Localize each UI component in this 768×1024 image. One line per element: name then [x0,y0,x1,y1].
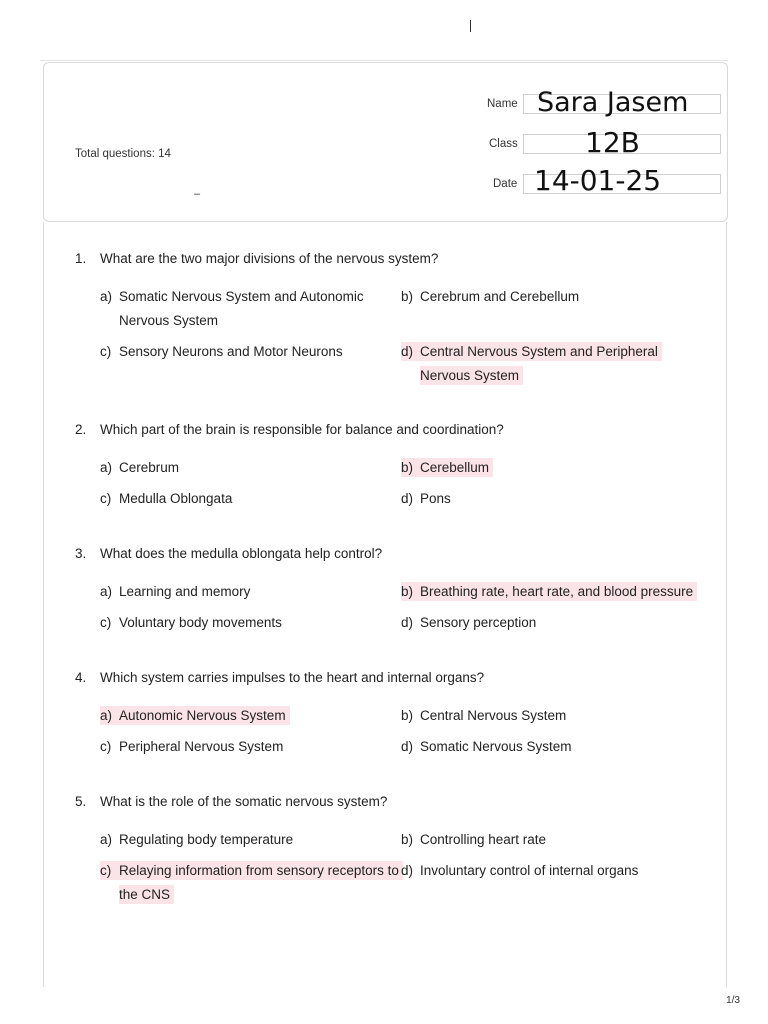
q2-option-c[interactable]: c) Medulla Oblongata [100,491,233,506]
date-handwritten: 14-01-25 [534,164,662,197]
question-5: 5. What is the role of the somatic nervous system? [75,794,388,809]
q1-option-a[interactable]: a) Somatic Nervous System and Autonomic Nervous System [100,289,364,328]
question-text: Which system carries impulses to the heart and internal organs? [100,670,485,685]
content-border-right [726,222,727,987]
q4-option-c[interactable]: c) Peripheral Nervous System [100,739,284,754]
q5-option-b[interactable]: b) Controlling heart rate [401,832,547,847]
worksheet-header [43,62,728,222]
q5-option-c-selected[interactable] [100,859,411,907]
answer-highlight: a) Autonomic Nervous System [100,706,290,725]
date-label: Date [493,178,518,190]
name-handwritten: Sara Jasem [537,87,689,118]
q4-option-a-selected[interactable] [100,704,409,728]
q2-option-a[interactable]: a) Cerebrum [100,460,180,475]
content-border-left [43,222,44,987]
question-text: Which part of the brain is responsible for balance and coordination? [100,422,504,437]
q1-option-c[interactable]: c) Sensory Neurons and Motor Neurons [100,344,343,359]
name-label: Name [487,98,518,110]
question-2: 2. Which part of the brain is responsible for balance and coordination? [75,422,504,437]
q2-option-d[interactable]: d) Pons [401,491,451,506]
q5-option-a[interactable]: a) Regulating body temperature [100,832,294,847]
q4-option-b[interactable]: b) Central Nervous System [401,708,567,723]
question-3: 3. What does the medulla oblongata help control? [75,546,383,561]
class-handwritten: 12B [585,126,640,159]
question-text: What are the two major divisions of the nervous system? [100,251,439,266]
question-text: What does the medulla oblongata help control? [100,546,383,561]
answer-highlight: b) Breathing rate, heart rate, and blood pressure [401,582,697,601]
text-cursor-mark [470,20,471,32]
q1-option-b[interactable]: b) Cerebrum and Cerebellum [401,289,580,304]
q1-option-d-selected[interactable] [401,340,690,388]
q5-option-d[interactable]: d) Involuntary control of internal organs [401,863,639,878]
q4-option-d[interactable]: d) Somatic Nervous System [401,739,572,754]
total-questions: Total questions: 14 [75,148,171,160]
question-1: 1. What are the two major divisions of the nervous system? [75,251,439,266]
class-label: Class [489,138,518,150]
q2-option-b-selected[interactable] [401,456,720,480]
page-indicator: 1/3 [726,995,740,1006]
answer-highlight: c) Relaying information from sensory receptors to the CNS [100,861,403,904]
q3-option-c[interactable]: c) Voluntary body movements [100,615,282,630]
q3-option-a[interactable]: a) Learning and memory [100,584,251,599]
page-top-rule [40,60,728,61]
answer-highlight: b) Cerebellum [401,458,493,477]
question-text: What is the role of the somatic nervous system? [100,794,388,809]
q3-option-d[interactable]: d) Sensory perception [401,615,537,630]
q3-option-b-selected[interactable] [401,580,730,604]
question-4: 4. Which system carries impulses to the heart and internal organs? [75,670,485,685]
answer-highlight: d) Central Nervous System and Peripheral Nervous System [401,342,662,385]
header-dash: – [194,188,201,200]
